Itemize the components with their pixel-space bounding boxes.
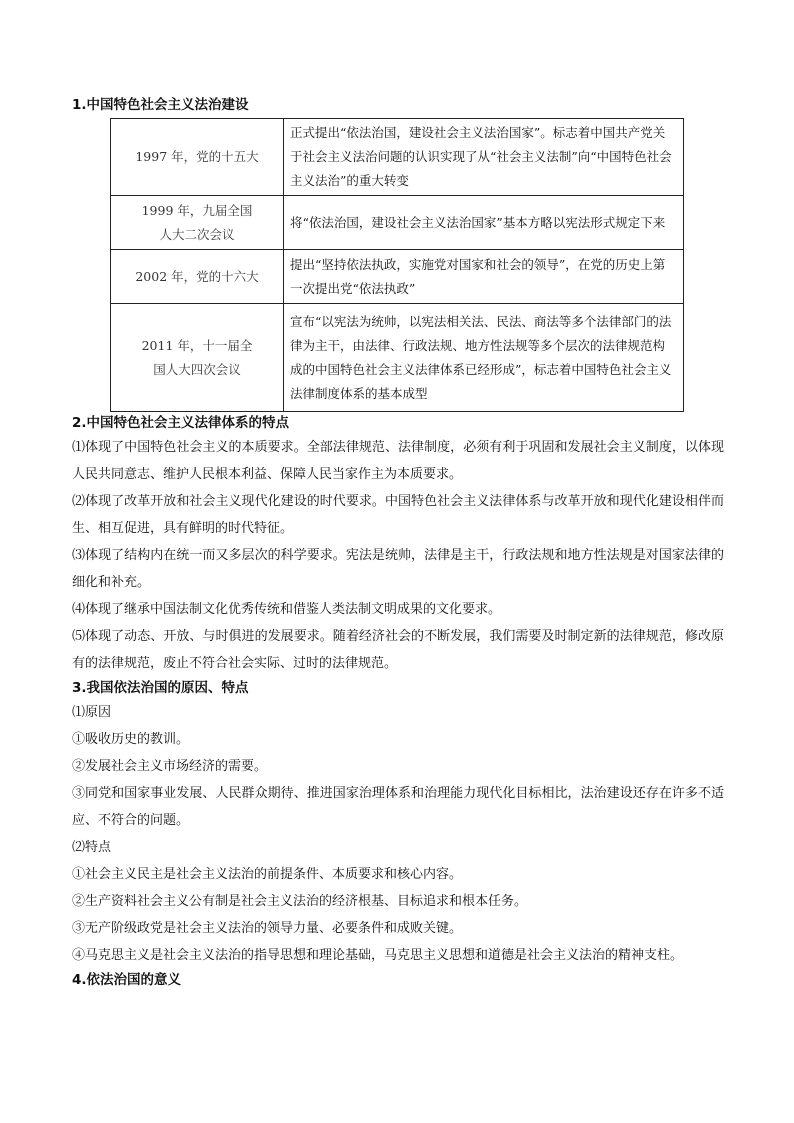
table-cell-event: 宣布“以宪法为统帅，以宪法相关法、民法、商法等多个法律部门的法律为主干，由法律、行政法规、地方性法规等多个层次的法律规范构成的中国特色社会主义法律体系已经形成”，标志着中国特色社会主义法律制度体系的基本成型 <box>284 304 684 412</box>
table-cell-event: 将“依法治国，建设社会主义法治国家”基本方略以宪法形式规定下来 <box>284 196 684 250</box>
list-item: ⑸体现了动态、开放、与时俱进的发展要求。随着经济社会的不断发展，我们需要及时制定新的法律规范，修改原有的法律规范，废止不符合社会实际、过时的法律规范。 <box>72 629 724 671</box>
cell-line: 国人大四次会议 <box>153 361 241 377</box>
section-2-title: 2.中国特色社会主义法律体系的特点 <box>72 415 290 431</box>
table-cell-year <box>111 119 284 196</box>
list-item: ②生产资料社会主义公有制是社会主义法治的经济根基、目标追求和根本任务。 <box>72 894 528 909</box>
table-row <box>111 304 684 412</box>
table-cell-year <box>111 250 284 304</box>
cell-line: 1997 年，党的十五大 <box>135 149 259 164</box>
subsection-label-reasons: ⑴原因 <box>72 705 112 720</box>
table-cell-event: 提出“坚持依法执政，实施党对国家和社会的领导”，在党的历史上第一次提出党“依法执政” <box>284 250 684 304</box>
list-item: ②发展社会主义市场经济的需要。 <box>72 759 268 774</box>
list-item: ①社会主义民主是社会主义法治的前提条件、本质要求和核心内容。 <box>72 867 463 882</box>
table-row <box>111 119 684 196</box>
table-cell-year <box>111 304 284 412</box>
document-page <box>72 94 724 991</box>
list-item: ⑶体现了结构内在统一而又多层次的科学要求。宪法是统帅，法律是主干，行政法规和地方性法规是对国家法律的细化和补充。 <box>72 548 724 590</box>
list-item: ④马克思主义是社会主义法治的指导思想和理论基础，马克思主义思想和道德是社会主义法治的精神支柱。 <box>72 948 684 963</box>
table-row <box>111 250 684 304</box>
cell-line: 2002 年，党的十六大 <box>135 268 259 284</box>
table-cell-event: 正式提出“依法治国，建设社会主义法治国家”。标志着中国共产党关于社会主义法治问题的认识实现了从“社会主义法制”向“中国特色社会主义法治”的重大转变 <box>284 119 684 196</box>
cell-line: 人大二次会议 <box>159 226 235 242</box>
section-1-title: 1.中国特色社会主义法治建设 <box>72 97 249 113</box>
cell-line: 2011 年，十一届全 <box>141 337 253 353</box>
rule-of-law-timeline-table <box>110 118 684 412</box>
cell-line: 1999 年，九届全国 <box>141 202 253 218</box>
table-row <box>111 196 684 250</box>
section-4-title: 4.依法治国的意义 <box>72 972 182 988</box>
list-item: ③同党和国家事业发展、人民群众期待、推进国家治理体系和治理能力现代化目标相比，法治建设还存在许多不适应、不符合的问题。 <box>72 786 724 828</box>
table-cell-year <box>111 196 284 250</box>
list-item: ⑴体现了中国特色社会主义的本质要求。全部法律规范、法律制度，必须有利于巩固和发展社会主义制度，以体现人民共同意志、维护人民根本利益、保障人民当家作主为本质要求。 <box>72 440 724 482</box>
list-item: ⑵体现了改革开放和社会主义现代化建设的时代要求。中国特色社会主义法律体系与改革开放和现代化建设相伴而生、相互促进，具有鲜明的时代特征。 <box>72 494 724 536</box>
list-item: ③无产阶级政党是社会主义法治的领导力量、必要条件和成败关键。 <box>72 921 463 936</box>
list-item: ⑷体现了继承中国法制文化优秀传统和借鉴人类法制文明成果的文化要求。 <box>72 602 502 617</box>
subsection-label-features: ⑵特点 <box>72 840 112 855</box>
list-item: ①吸收历史的教训。 <box>72 732 190 747</box>
section-3-title: 3.我国依法治国的原因、特点 <box>72 680 249 696</box>
